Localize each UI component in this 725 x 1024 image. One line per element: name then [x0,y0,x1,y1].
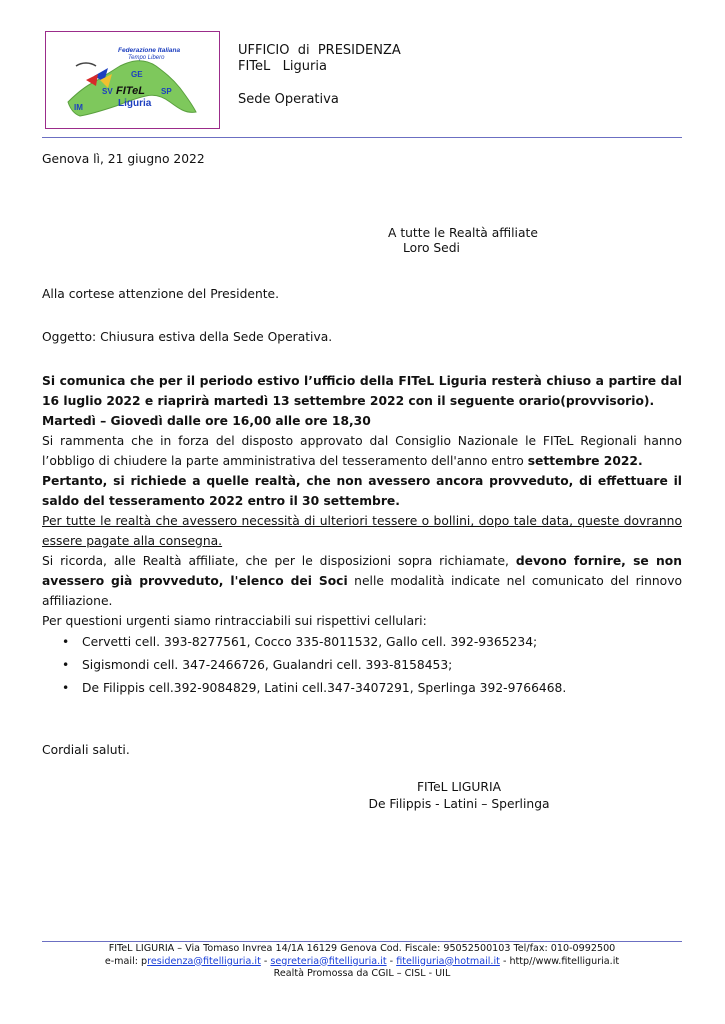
reminder-paragraph [42,431,682,471]
list-item: • Cervetti cell. 393-8277561, Cocco 335-8011532, Gallo cell. 392-9365234; [42,631,682,654]
extra-cards-note: Per tutte le realtà che avessero necessità di ulteriori tessere o bollini, dopo tale data, queste dovranno essere pagate alla consegna. [42,514,682,548]
letter-body [42,371,682,700]
footer-divider [42,941,682,942]
separator: - [260,955,271,967]
reminder-text: Si rammenta che in forza del disposto approvato dal Consiglio Nazionale le FITeL Regionali hanno l’obbligo di chiudere la parte amministrativa del tesseramento dell'anno entro [42,434,682,468]
members-text-a: Si ricorda, alle Realtà affiliate, che per le disposizioni sopra richiamate, [42,554,516,568]
email-link-hotmail[interactable]: fitelliguria@hotmail.it [396,955,500,967]
office-org: FITeL Liguria [238,59,327,74]
email-prefix: e-mail: p [104,955,148,967]
province-ge: GE [131,70,143,79]
logo-brand-1: FITeL [116,85,145,97]
footer [42,943,682,981]
logo-brand-2: Liguria [118,98,152,109]
members-text-bold: devono fornire, se non avessero già provveduto, l'elenco dei Soci [42,554,682,588]
office-title: UFFICIO di PRESIDENZA [238,43,401,58]
letter-date: Genova lì, 21 giugno 2022 [42,152,205,166]
payment-request: Pertanto, si richiede a quelle realtà, che non avessero ancora provveduto, di effettuare il saldo del tesseramento 2022 entro il 30 settembre. [42,474,682,508]
recipient-block [388,226,538,256]
signature-names: De Filippis - Latini – Sperlinga [368,797,550,811]
reminder-deadline: settembre 2022. [527,454,643,468]
footer-address: FITeL LIGURIA – Via Tomaso Invrea 14/1A 16129 Genova Cod. Fiscale: 95052500103 Tel/fax: 010-0992500 [108,943,616,954]
recipient-line-1: A tutte le Realtà affiliate [388,226,538,240]
recipient-line-2: Loro Sedi [403,241,460,255]
office-sede: Sede Operativa [238,92,339,107]
website-link[interactable]: http//www.fitelliguria.it [509,955,620,967]
list-item: • De Filippis cell.392-9084829, Latini cell.347-3407291, Sperlinga 392-9766468. [42,677,682,700]
email-link-segreteria[interactable]: segreteria@fitelliguria.it [270,955,387,967]
separator: - [386,955,397,967]
subject-line: Oggetto: Chiusura estiva della Sede Operativa. [42,330,333,344]
logo-top-text-2: Tempo Libero [128,55,165,61]
members-list-paragraph [42,551,682,611]
province-sv: SV [102,87,113,96]
separator: - [499,955,510,967]
province-im: IM [74,103,83,112]
province-sp: SP [161,87,172,96]
swoosh [76,63,96,66]
signature-org: FITeL LIGURIA [416,780,502,794]
footer-contacts [42,956,682,969]
closing-greeting: Cordiali saluti. [42,743,130,757]
contacts-list [42,631,682,700]
email-link-presidenza[interactable]: residenza@fitelliguria.it [147,955,261,967]
logo-top-text-1: Federazione Italiana [118,47,181,54]
signature-block [359,779,559,813]
fitel-liguria-logo [45,31,220,129]
attention-line: Alla cortese attenzione del Presidente. [42,287,280,301]
closure-announcement: Si comunica che per il periodo estivo l’ufficio della FITeL Liguria resterà chiuso a partire dal 16 luglio 2022 e riaprirà martedì 13 settembre 2022 con il seguente orario(provvisorio). [42,374,682,408]
header-divider [42,137,682,138]
liguria-map-icon [46,32,218,127]
opening-hours: Martedì – Giovedì dalle ore 16,00 alle ore 18,30 [42,414,371,428]
office-header [238,43,401,108]
members-text-c: nelle modalità indicate nel comunicato del rinnovo affiliazione. [42,574,682,608]
list-item: • Sigismondi cell. 347-2466726, Gualandri cell. 393-8158453; [42,654,682,677]
contacts-intro: Per questioni urgenti siamo rintracciabili sui rispettivi cellulari: [42,614,427,628]
footer-affiliation: Realtà Promossa da CGIL – CISL - UIL [273,968,451,979]
